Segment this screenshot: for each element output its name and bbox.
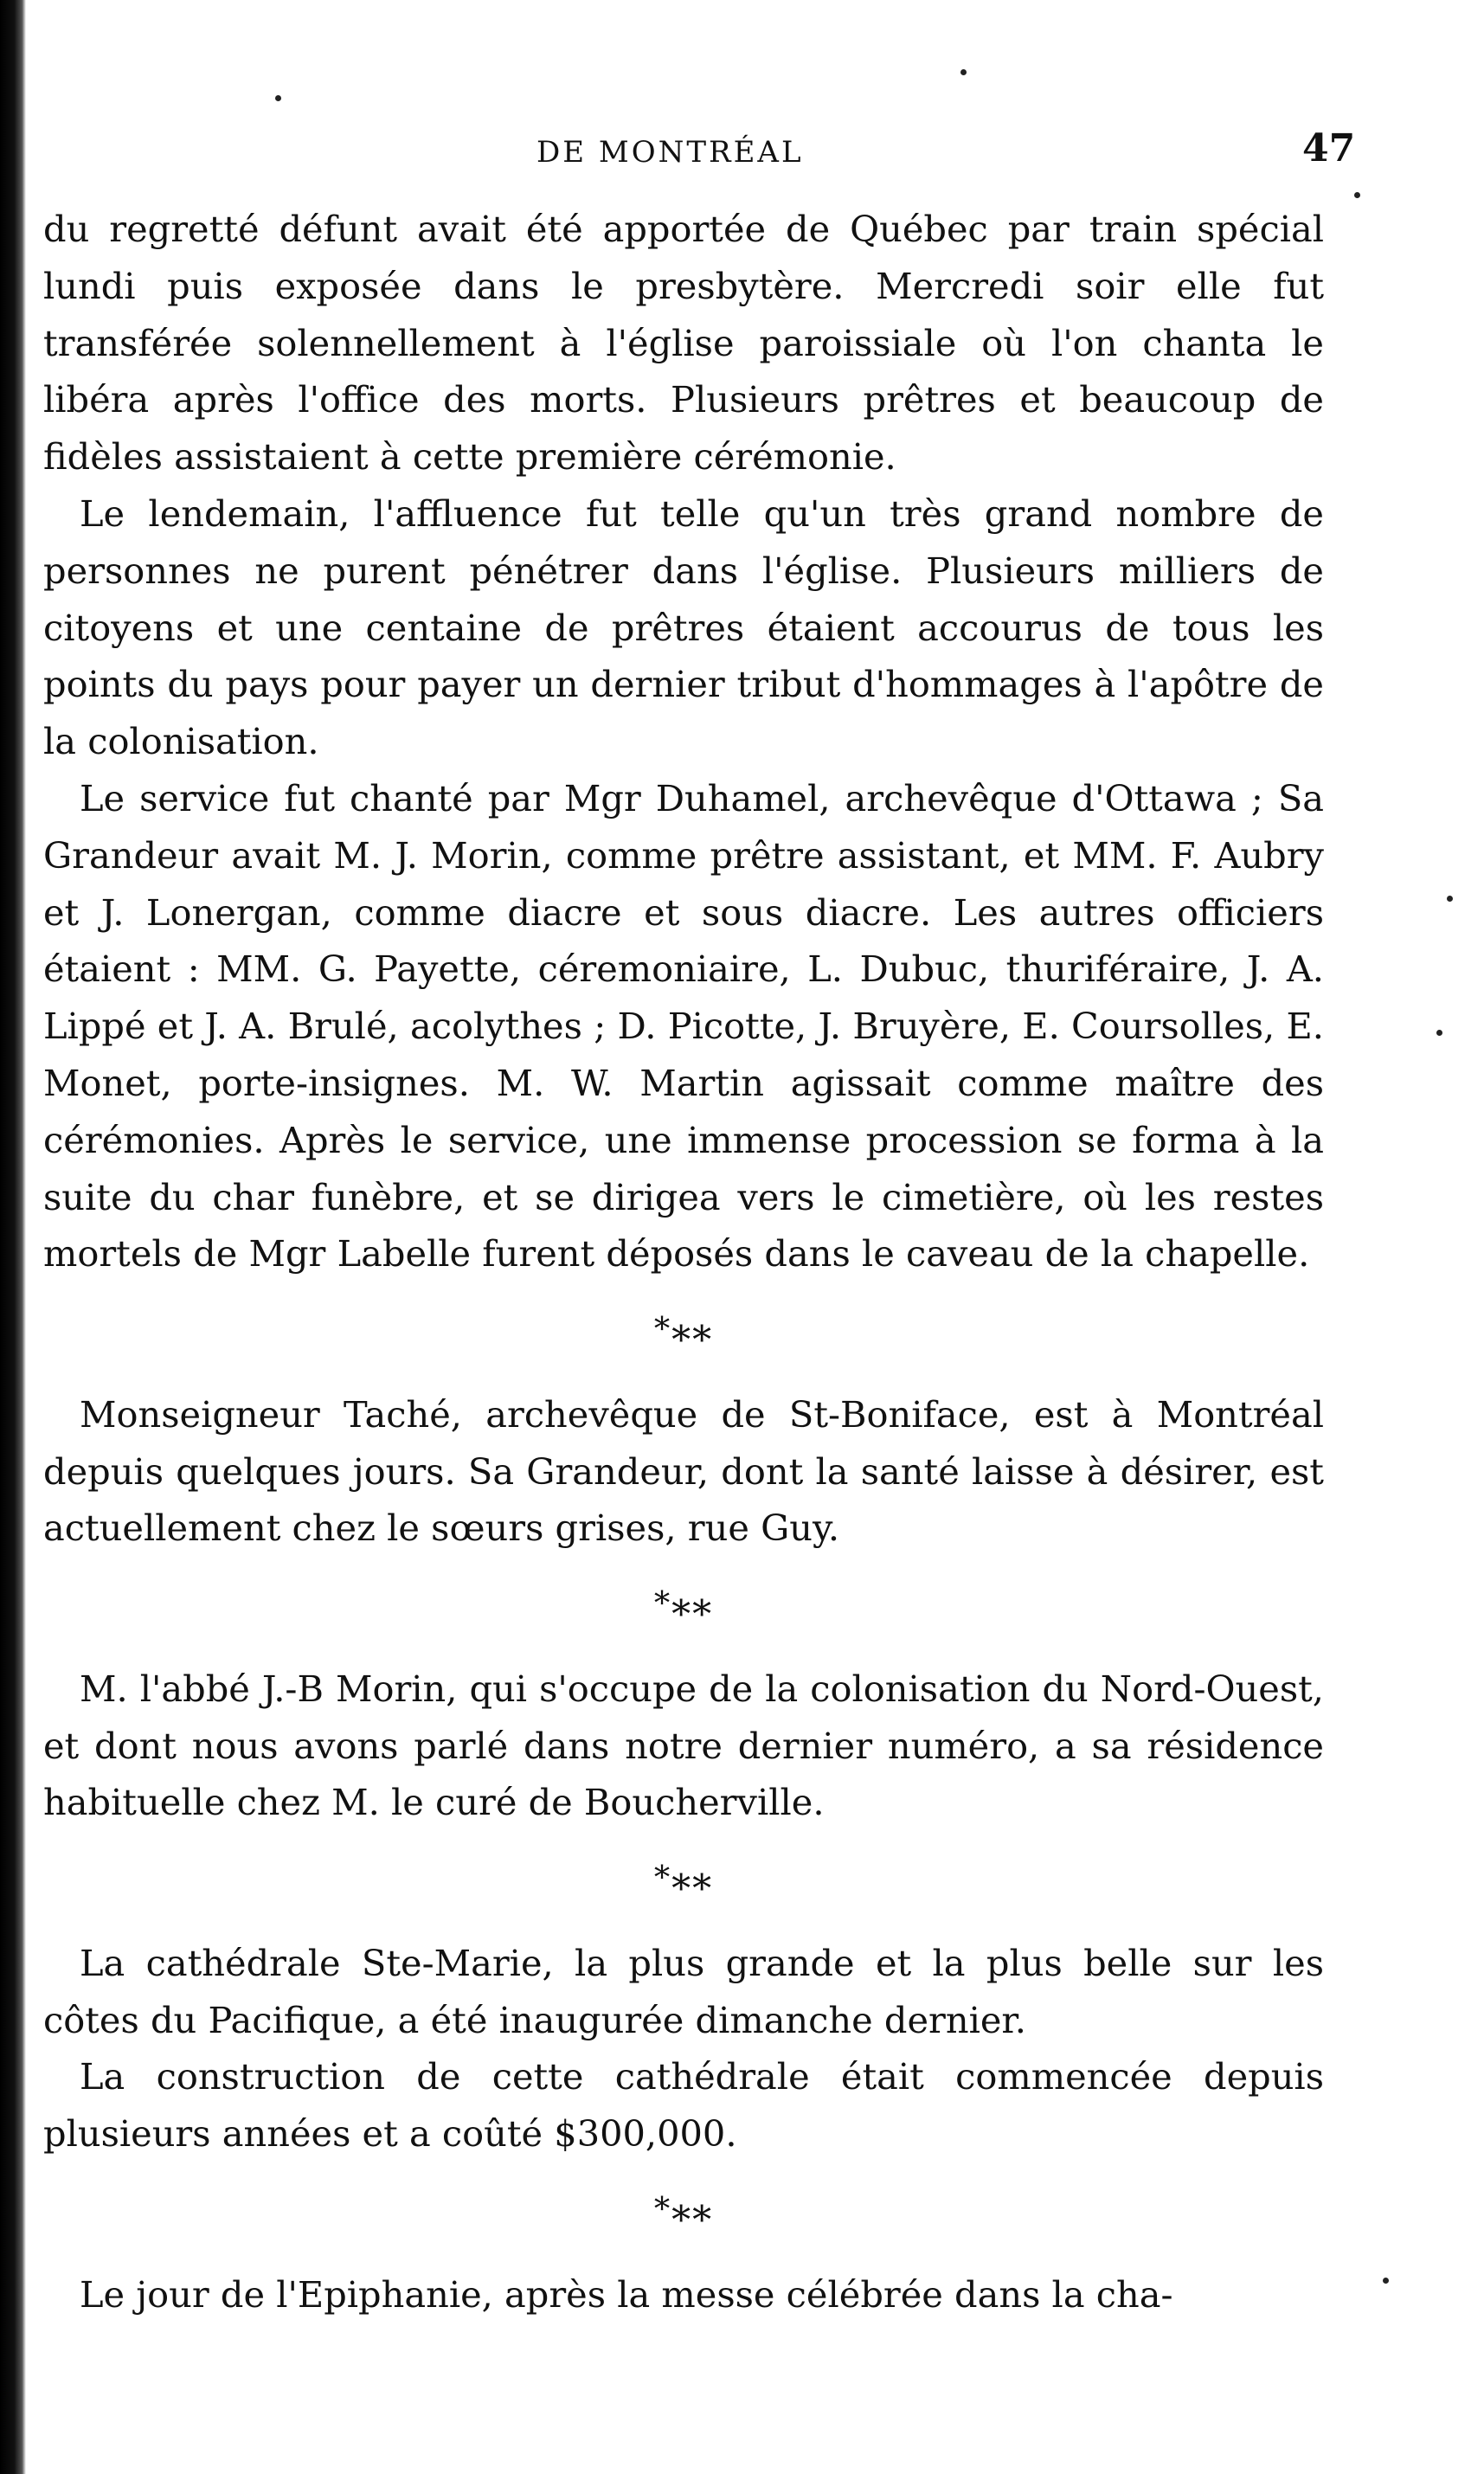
scan-speck <box>1383 2278 1389 2284</box>
scan-speck <box>1354 192 1360 198</box>
scan-speck <box>1436 1030 1442 1036</box>
paragraph-abbe-morin: M. l'abbé J.-B Morin, qui s'occupe de la colonisation du Nord-Ouest, et dont nous avons parlé dans notre dernier numéro, a sa résidence habituelle chez M. le curé de Boucherville. <box>43 1667 1324 1824</box>
section-separator-asterism: *** <box>653 2190 714 2243</box>
paragraph-cathedral-inauguration: La cathédrale Ste-Marie, la plus grande et la plus belle sur les côtes du Pacifique, a été inaugurée dimanche dernier. <box>43 1941 1324 2041</box>
paragraph-mgr-tache: Monseigneur Taché, archevêque de St-Boniface, est à Montréal depuis quelques jours. Sa Grandeur, dont la santé laisse à désirer, est actuellement chez le sœurs grises, rue Guy. <box>43 1392 1324 1550</box>
scan-speck <box>960 69 967 75</box>
paragraph-funeral-service: Le service fut chanté par Mgr Duhamel, archevêque d'Ottawa ; Sa Grandeur avait M. J. Morin, comme prêtre assistant, et MM. F. Aubry et J. Lonergan, comme diacre et sous diacre. Les autres officiers étaient : MM. G. Payette, céremoniaire, L. Dubuc, thuriféraire, J. A. Lippé et J. A. Brulé, acolythes ; D. Picotte, J. Bruyère, E. Coursolles, E. Monet, porte-insignes. M. W. Martin agissait comme maître des cérémonies. Après le service, une immense procession se forma à la suite du char funèbre, et se dirigea vers le cimetière, où les restes mortels de Mgr Labelle furent déposés dans le caveau de la chapelle. <box>43 776 1324 1276</box>
section-separator-asterism: *** <box>653 1859 714 1912</box>
paragraph-funeral-transfer: du regretté défunt avait été apportée de Québec par train spécial lundi puis exposée dans le presbytère. Mercredi soir elle fut transférée solennellement à l'église paroissiale où l'on chanta le libéra après l'office des morts. Plusieurs prêtres et beaucoup de fidèles assistaient à cette première cérémonie. <box>43 208 1324 479</box>
running-title: DE MONTRÉAL <box>536 135 804 170</box>
page-number: 47 <box>1302 126 1356 170</box>
section-separator-asterism: *** <box>653 1584 714 1637</box>
body-text <box>43 201 1324 2323</box>
scan-speck <box>1447 896 1453 902</box>
section-separator-asterism: *** <box>653 1310 714 1363</box>
scan-speck <box>275 95 281 101</box>
binding-edge <box>0 0 26 2474</box>
paragraph-funeral-crowd: Le lendemain, l'affluence fut telle qu'un très grand nombre de personnes ne purent pénétrer dans l'église. Plusieurs milliers de citoyens et une centaine de prêtres étaient accourus de tous les points du pays pour payer un dernier tribut d'hommages à l'apôtre de la colonisation. <box>43 492 1324 763</box>
page-header <box>35 119 1356 180</box>
paragraph-epiphany: Le jour de l'Epiphanie, après la messe célébrée dans la cha- <box>80 2272 1173 2316</box>
paragraph-cathedral-construction: La construction de cette cathédrale était commencée depuis plusieurs années et a coûté $300,000. <box>43 2055 1324 2156</box>
